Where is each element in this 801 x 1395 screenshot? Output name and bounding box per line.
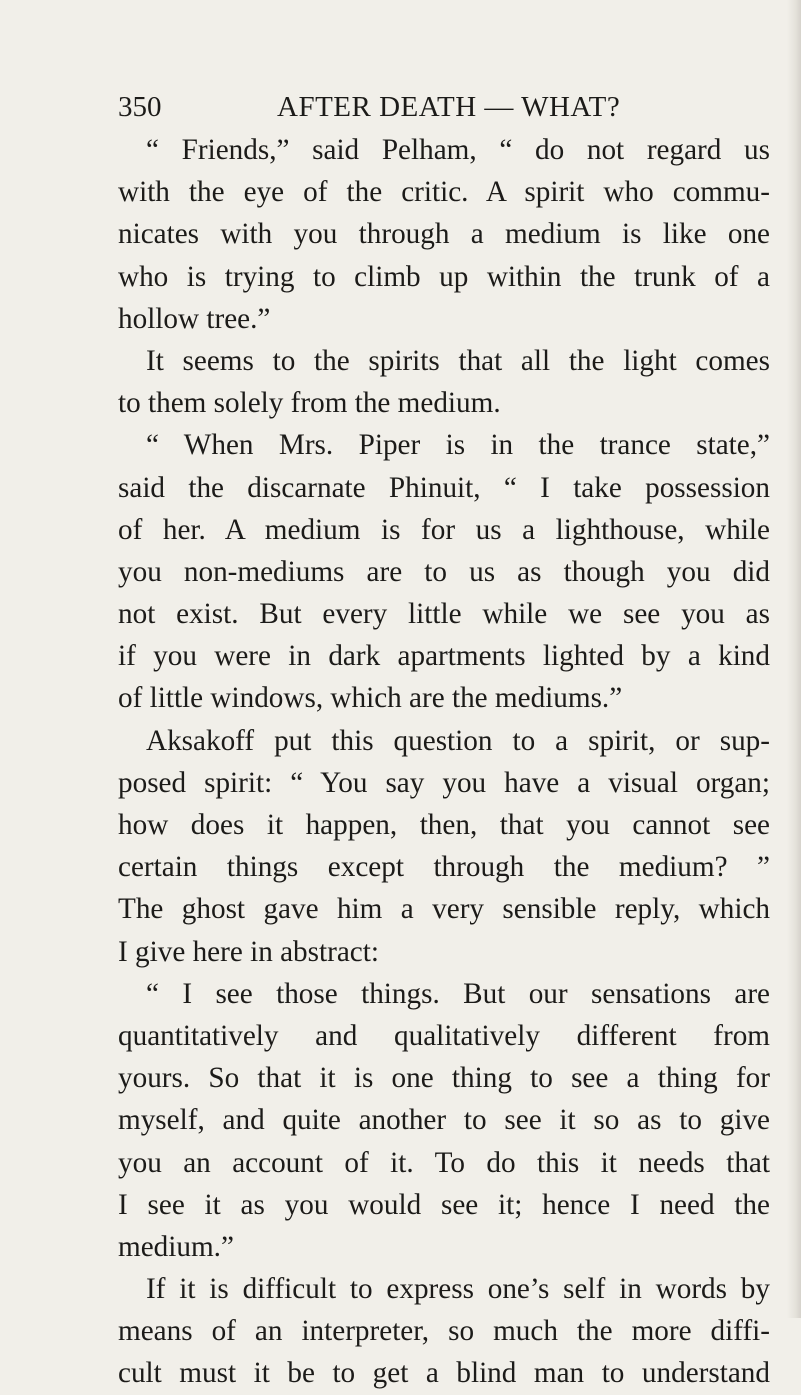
text-line: nicates with you through a medium is like one: [118, 218, 770, 251]
text-line: “ When Mrs. Piper is in the trance state,”: [146, 429, 770, 462]
text-line: Aksakoff put this question to a spirit, or sup-: [146, 724, 770, 757]
text-line: to them solely from the medium.: [118, 387, 501, 420]
text-line: hollow tree.”: [118, 302, 271, 335]
text-line: if you were in dark apartments lighted by a kind: [118, 640, 770, 673]
text-line: how does it happen, then, that you cannot see: [118, 809, 770, 841]
text-line: not exist. But every little while we see you as: [118, 598, 770, 631]
text-line: cult must it be to get a blind man to understand: [118, 1357, 770, 1390]
text-line: quantitatively and qualitatively different from: [118, 1019, 770, 1052]
text-line: myself, and quite another to see it so as to give: [118, 1104, 770, 1137]
running-head: [118, 87, 688, 127]
text-line: “ Friends,” said Pelham, “ do not regard us: [146, 134, 770, 166]
text-line: medium.”: [118, 1230, 234, 1263]
text-line: It seems to the spirits that all the light comes: [146, 344, 770, 377]
text-line: posed spirit: “ You say you have a visual organ;: [118, 766, 770, 799]
text-line: yours. So that it is one thing to see a thing for: [118, 1062, 770, 1095]
text-line: who is trying to climb up within the trunk of a: [118, 260, 770, 293]
text-line: said the discarnate Phinuit, “ I take possession: [118, 471, 770, 504]
text-line: means of an interpreter, so much the more diffi-: [118, 1315, 770, 1348]
page-number: 350: [118, 91, 162, 123]
text-line: certain things except through the medium? ”: [118, 851, 770, 884]
text-line: you an account of it. To do this it needs that: [118, 1146, 770, 1179]
text-line: “ I see those things. But our sensations are: [146, 977, 770, 1010]
text-line: I give here in abstract:: [118, 935, 379, 968]
text-line: with the eye of the critic. A spirit who commu-: [118, 176, 770, 209]
text-line: of her. A medium is for us a lighthouse, while: [118, 513, 770, 546]
text-line: If it is difficult to express one’s self in words by: [146, 1273, 770, 1306]
body-text: [118, 129, 770, 1395]
text-line: you non-mediums are to us as though you did: [118, 555, 770, 588]
page-edge-shadow: [787, 0, 801, 1318]
text-line: of little windows, which are the mediums.”: [118, 682, 623, 715]
book-title: AFTER DEATH — WHAT?: [277, 91, 621, 123]
text-line: I see it as you would see it; hence I need the: [118, 1188, 770, 1221]
text-line: The ghost gave him a very sensible reply, which: [118, 893, 770, 926]
